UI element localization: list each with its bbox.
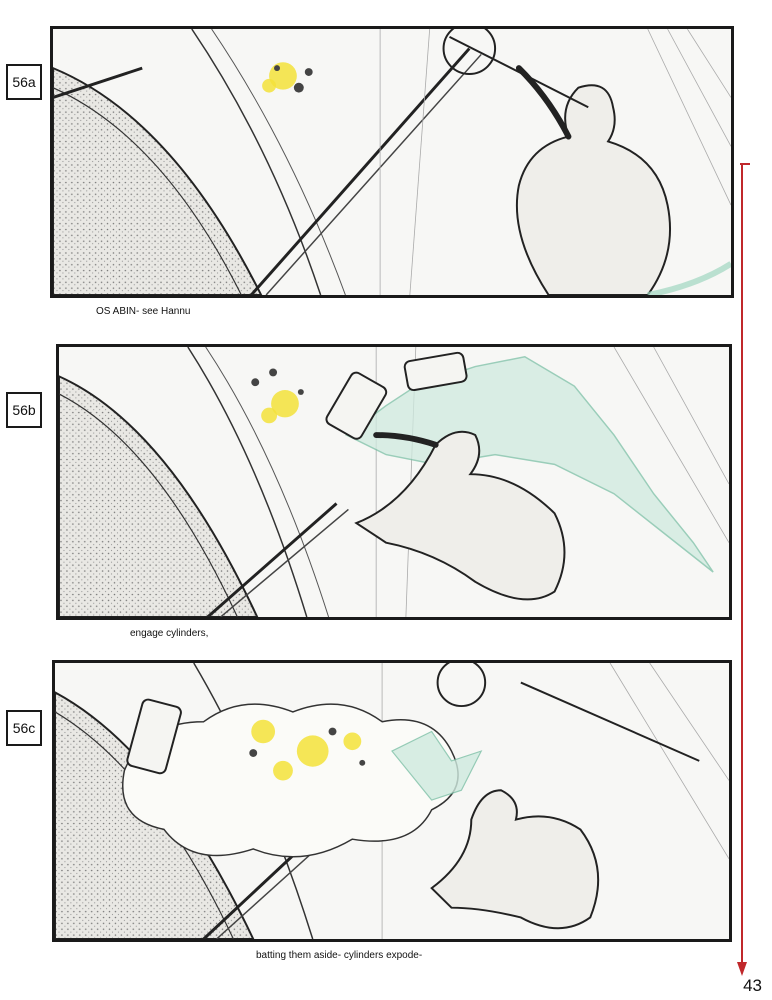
sketch-illustration-56a [53,29,731,295]
sketch-illustration-56b [59,347,729,617]
storyboard-panel-56a [50,26,734,298]
explosion-debris [251,369,304,424]
panel-caption-56c: batting them aside- cylinders expode- [256,950,423,961]
panel-caption-56b: engage cylinders, [130,628,209,639]
panel-label-56c: 56c [6,710,42,746]
storyboard-panel-56b [56,344,732,620]
page-number: 43 [743,976,762,995]
explosion-debris [262,62,313,92]
storyboard-panel-56c [52,660,732,942]
sketch-illustration-56c [55,663,729,939]
panel-label-56b: 56b [6,392,42,428]
panel-label-56a: 56a [6,64,42,100]
timeline-arrow [736,160,756,980]
panel-caption-56a: OS ABIN- see Hannu [96,306,191,317]
